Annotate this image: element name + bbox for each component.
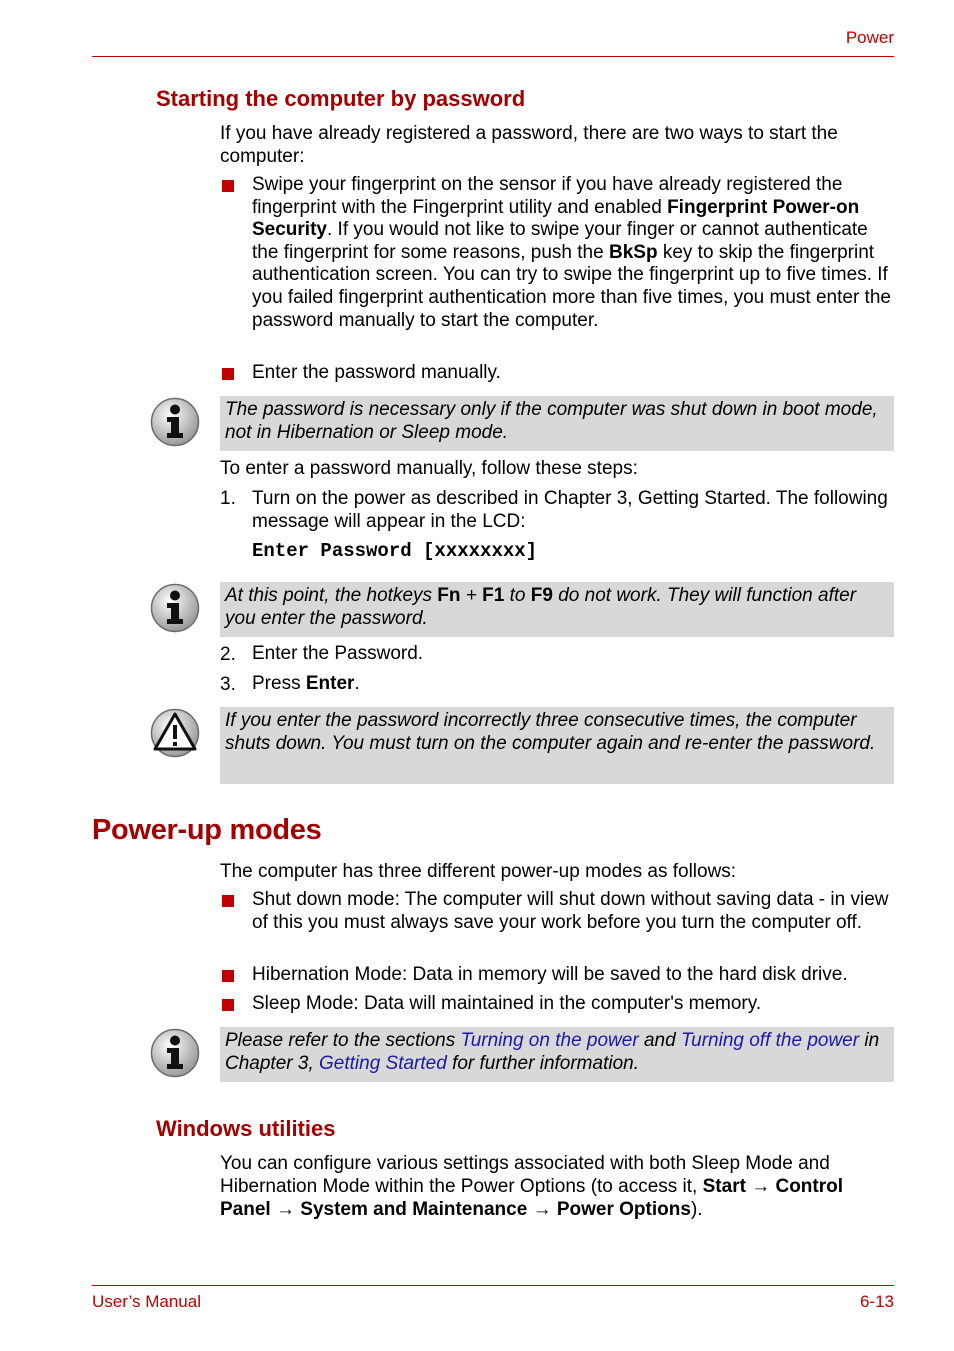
step-number: 2. — [220, 644, 236, 665]
step-number: 1. — [220, 488, 236, 509]
section-heading-starting: Starting the computer by password — [156, 86, 526, 111]
bullet-marker — [222, 180, 234, 192]
warning-icon — [150, 708, 200, 758]
link-turning-off-power[interactable]: Turning off the power — [680, 1030, 860, 1051]
note-text: At this point, the hotkeys Fn + F1 to F9 do not work. They will function after you enter the password. — [225, 585, 857, 629]
page-number: 6-13 — [859, 1292, 894, 1311]
link-turning-on-power[interactable]: Turning on the power — [460, 1030, 639, 1051]
running-header: Power — [845, 28, 894, 47]
info-icon — [150, 583, 200, 633]
note-text: The password is necessary only if the computer was shut down in boot mode, not in Hibernation or Sleep mode. — [225, 399, 878, 443]
lcd-message: Enter Password [xxxxxxxx] — [252, 540, 538, 562]
bullet-marker — [222, 970, 234, 982]
note-box — [220, 1027, 894, 1082]
bullet-marker — [222, 895, 234, 907]
note-text: Please refer to the sections Turning on the power and Turning off the power in Chapter 3, Getting Started for further information. — [225, 1030, 880, 1074]
note-box — [220, 582, 894, 637]
footer-rule — [92, 1285, 894, 1286]
footer-manual-title: User’s Manual — [92, 1292, 201, 1311]
starting-bullet-manual: Enter the password manually. — [252, 362, 501, 383]
powerup-bullet-sleep: Sleep Mode: Data will maintained in the computer's memory. — [252, 993, 762, 1014]
info-icon — [150, 1028, 200, 1078]
warning-box — [220, 707, 894, 784]
step-1: Turn on the power as described in Chapter 3, Getting Started. The following message will appear in the LCD: — [252, 488, 888, 532]
warning-text: If you enter the password incorrectly three consecutive times, the computer shuts down. You must turn on the computer again and re-enter the password. — [225, 710, 876, 754]
bullet-marker — [222, 368, 234, 380]
starting-bullet-fingerprint: Swipe your fingerprint on the sensor if you have already registered the fingerprint with the Fingerprint utility and enabled Fingerprint Power-on Security. If you would not like to swipe your finger or cannot authenticate the fingerprint for some reasons, push the BkSp key to skip the fingerprint authentication screen. You can try to swipe the fingerprint up to five times. If you failed fingerprint authentication more than five times, you must enter the password manually to start the computer. — [252, 174, 891, 331]
link-getting-started[interactable]: Getting Started — [319, 1053, 447, 1074]
section-heading-powerup: Power-up modes — [92, 814, 322, 846]
powerup-bullet-hibernation: Hibernation Mode: Data in memory will be saved to the hard disk drive. — [252, 964, 848, 985]
step-3: Press Enter. — [252, 673, 360, 694]
windows-text: You can configure various settings associated with both Sleep Mode and Hibernation Mode within the Power Options (to access it, Start → Control Panel → System and Maintenance → Power Options). — [220, 1153, 844, 1220]
section-heading-windows: Windows utilities — [156, 1116, 336, 1141]
step-2: Enter the Password. — [252, 643, 424, 664]
powerup-intro: The computer has three different power-up modes as follows: — [220, 861, 737, 882]
powerup-bullet-shutdown: Shut down mode: The computer will shut down without saving data - in view of this you must always save your work before you turn the computer off. — [252, 889, 889, 933]
bullet-marker — [222, 999, 234, 1011]
note-box — [220, 396, 894, 451]
info-icon — [150, 397, 200, 447]
header-rule — [92, 56, 894, 57]
step-number: 3. — [220, 674, 236, 695]
starting-intro: If you have already registered a password, there are two ways to start the computer: — [220, 123, 838, 167]
steps-intro: To enter a password manually, follow these steps: — [220, 458, 638, 479]
